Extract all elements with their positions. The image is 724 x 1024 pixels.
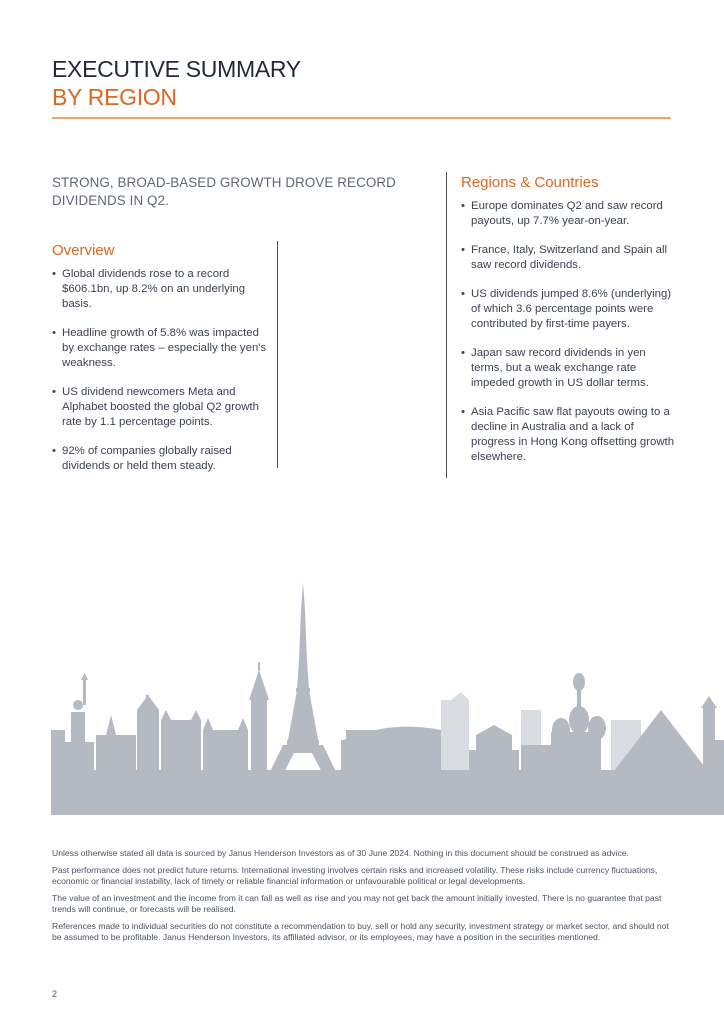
regions-bullet: • Japan saw record dividends in yen terms, but a weak exchange rate impeded growth in US dollar terms. [461, 346, 677, 391]
regions-bullet: • France, Italy, Switzerland and Spain all saw record dividends. [461, 243, 677, 273]
disclaimer [52, 848, 674, 949]
regions-bullet: • Europe dominates Q2 and saw record payouts, up 7.7% year-on-year. [461, 199, 677, 229]
overview-bullet: • 92% of companies globally raised dividends or held them steady. [52, 444, 267, 474]
intro-statement: STRONG, BROAD-BASED GROWTH DROVE RECORD DIVIDENDS IN Q2. [52, 175, 396, 208]
overview-list [52, 267, 267, 488]
overview-bullet: • Headline growth of 5.8% was impacted by exchange rates – especially the yen's weakness. [52, 326, 267, 371]
regions-list [461, 199, 677, 479]
overview-bullet: • Global dividends rose to a record $606.1bn, up 8.2% on an underlying basis. [52, 267, 267, 312]
regions-heading: Regions & Countries [461, 174, 599, 191]
disclaimer-paragraph: The value of an investment and the income from it can fall as well as rise and you may not get back the amount initially invested. There is no guarantee that past trends will continue, or forecasts will be realised. [52, 892, 662, 914]
column-divider-left [277, 241, 278, 468]
page-number: 2 [52, 989, 58, 999]
overview-bullet: • US dividend newcomers Meta and Alphabet boosted the global Q2 growth rate by 1.1 percentage points. [52, 385, 267, 430]
skyline-front-layer [51, 582, 724, 815]
disclaimer-paragraph: Past performance does not predict future returns. International investing involves certain risks and increased volatility. These risks include currency fluctuations, economic or financial instability, lack of timely or reliable financial information or unfavourable political or legal developments. [52, 864, 658, 886]
world-landmarks-skyline-illustration [51, 570, 724, 815]
title-divider [52, 117, 671, 119]
overview-heading: Overview [52, 242, 115, 259]
title-line-2: BY REGION [52, 84, 177, 110]
title-line-1: EXECUTIVE SUMMARY [52, 56, 301, 82]
regions-bullet: • US dividends jumped 8.6% (underlying) of which 3.6 percentage points were contributed by first-time payers. [461, 287, 677, 332]
disclaimer-paragraph: References made to individual securities do not constitute a recommendation to buy, sell or hold any security, investment strategy or market sector, and should not be assumed to be profitable. Janus Henderson Investors, its affiliated advisor, or its employees, may have a position in the securities mentioned. [52, 920, 669, 942]
column-divider-right [446, 172, 447, 478]
regions-bullet: • Asia Pacific saw flat payouts owing to a decline in Australia and a lack of progress in Hong Kong offsetting growth elsewhere. [461, 405, 677, 465]
page-title [52, 55, 301, 111]
disclaimer-paragraph: Unless otherwise stated all data is sourced by Janus Henderson Investors as of 30 June 2024. Nothing in this document should be construed as advice. [52, 848, 630, 858]
